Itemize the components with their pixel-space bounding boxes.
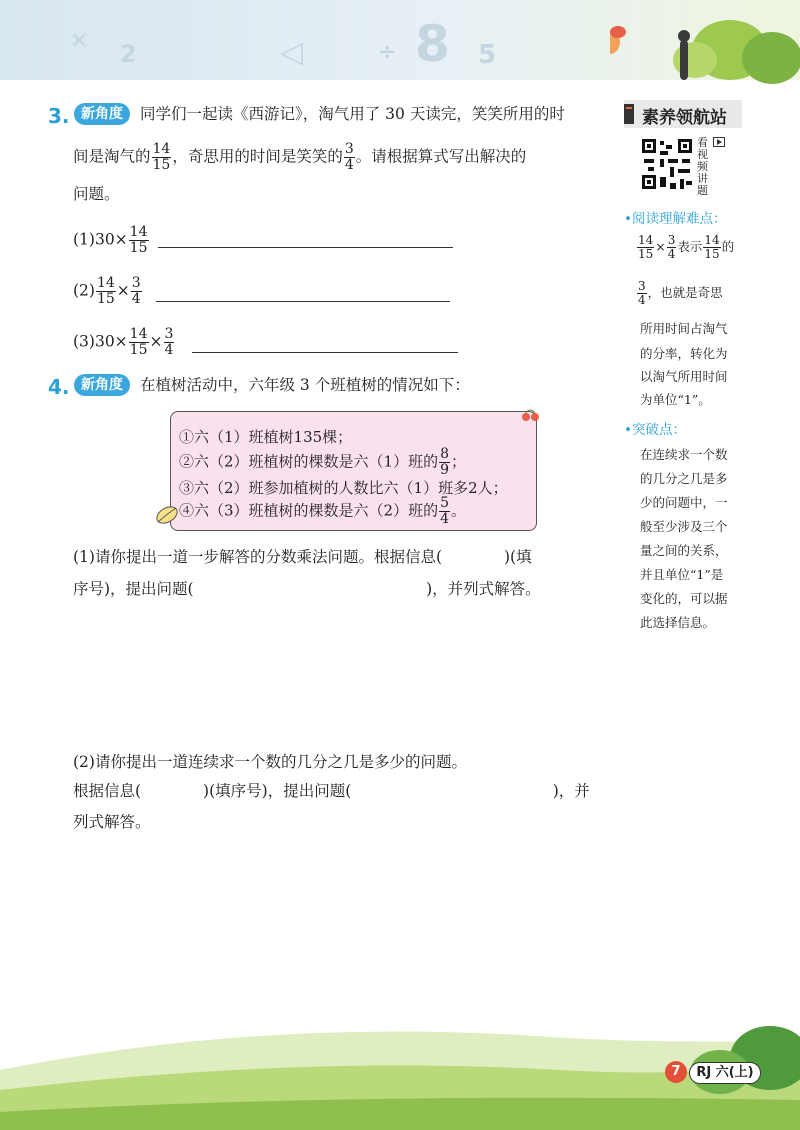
q4-sub2-line3: 列式解答。 (73, 813, 151, 831)
fraction: $\frac{8}{9}$ (440, 446, 450, 478)
qr-code[interactable] (640, 137, 694, 191)
q4-intro: 在植树活动中，六年级 3 个班植树的情况如下： (140, 376, 470, 394)
question-number: 3. (48, 104, 70, 128)
breakthrough-line: 量之间的关系， (640, 543, 728, 558)
info-box (170, 411, 537, 531)
fraction: $\frac{3}{4}$ (344, 141, 354, 173)
q3-expression-3: (3)30× $\frac{14}{15}$ × $\frac{3}{4}$ (73, 326, 174, 358)
breakthrough-line: 少的问题中，一 (640, 495, 728, 510)
q4-sub1-line1: (1)请你提出一道一步解答的分数乘法问题。根据信息( )(填 (73, 548, 532, 566)
header-decoration: × (70, 28, 89, 53)
sidebar-title-bar (624, 100, 742, 128)
difficulty-line: 所用时间占淘气 (640, 321, 728, 336)
breakthrough-line: 变化的，可以据 (640, 591, 728, 606)
book-icon (622, 102, 638, 126)
fraction: $\frac{3}{4}$ (131, 275, 141, 307)
breakthrough-heading: •突破点： (624, 422, 686, 438)
difficulty-expression: $\frac{14}{15}$ × $\frac{3}{4}$ 表示 $\frac{14}{15}$ 的 (638, 233, 735, 261)
fraction: $\frac{14}{15}$ (129, 224, 148, 256)
difficulty-heading: •阅读理解难点： (624, 211, 727, 227)
question-number: 4. (48, 375, 70, 399)
header-decoration: ÷ (378, 40, 397, 65)
fraction: $\frac{14}{15}$ (704, 233, 720, 261)
difficulty-line: 的分率，转化为 (640, 346, 728, 361)
video-play-icon (713, 137, 725, 147)
fraction: $\frac{3}{4}$ (667, 233, 676, 261)
difficulty-line: $\frac{3}{4}$ ，也就是奇思 (638, 279, 723, 307)
breakthrough-line: 此选择信息。 (640, 615, 716, 630)
header-decoration: 2 (120, 40, 137, 68)
q4-sub2-line2: 根据信息( )(填序号)，提出问题( )，并 (73, 782, 590, 800)
q3-text-line2: 间是淘气的 $\frac{14}{15}$ ，奇思用的时间是笑笑的 $\frac{3}{4}$ 。请根据算式写出解决的 (73, 141, 527, 173)
bullet-icon: • (624, 422, 632, 438)
page-number: 7 (665, 1061, 687, 1083)
answer-line-1[interactable] (158, 247, 453, 248)
answer-line-3[interactable] (192, 352, 458, 353)
q3-expression-1: (1)30× $\frac{14}{15}$ (73, 224, 148, 256)
new-angle-badge: 新角度 (74, 103, 130, 125)
sidebar-title: 素养领航站 (642, 108, 727, 128)
fraction: $\frac{14}{15}$ (96, 275, 115, 307)
bullet-icon: • (624, 211, 632, 227)
info-item-1: ①六（1）班植树135棵； (179, 428, 353, 446)
fraction: $\frac{5}{4}$ (440, 495, 450, 527)
breakthrough-line: 般至少涉及三个 (640, 519, 728, 534)
info-item-2: ②六（2）班植树的棵数是六（1）班的 $\frac{8}{9}$ ； (179, 446, 467, 478)
header-decoration: 5 (478, 40, 497, 70)
info-item-4: ④六（3）班植树的棵数是六（2）班的 $\frac{5}{4}$ 。 (179, 495, 467, 527)
q3-expression-2: (2) $\frac{14}{15}$ × $\frac{3}{4}$ (73, 275, 141, 307)
new-angle-badge: 新角度 (74, 374, 130, 396)
answer-line-2[interactable] (156, 301, 450, 302)
q4-sub1-line2: 序号)，提出问题( )，并列式解答。 (73, 580, 541, 598)
header-decoration: ◁ (280, 35, 304, 70)
difficulty-line: 为单位“1”。 (640, 392, 711, 407)
difficulty-line: 以淘气所用时间 (640, 369, 728, 384)
fraction: $\frac{3}{4}$ (164, 326, 174, 358)
q3-text-line3: 问题。 (73, 185, 120, 203)
fraction: $\frac{3}{4}$ (638, 279, 646, 307)
breakthrough-line: 在连续求一个数 (640, 447, 728, 462)
edition-label: RJ 六(上) (689, 1062, 761, 1084)
q3-text-line1: 同学们一起读《西游记》，淘气用了 30 天读完，笑笑所用的时 (140, 105, 565, 123)
fraction: $\frac{14}{15}$ (152, 141, 171, 173)
cherry-icon (520, 406, 542, 422)
fraction: $\frac{14}{15}$ (638, 233, 654, 261)
leaf-icon (152, 500, 182, 530)
header-decoration: 8 (415, 15, 450, 73)
fraction: $\frac{14}{15}$ (129, 326, 148, 358)
breakthrough-line: 的几分之几是多 (640, 471, 728, 486)
breakthrough-line: 并且单位“1”是 (640, 567, 724, 582)
q4-sub2-line1: (2)请你提出一道连续求一个数的几分之几是多少的问题。 (73, 753, 467, 771)
plant-illustration (610, 10, 800, 90)
qr-caption: 看视频讲题 (697, 136, 708, 197)
info-item-3: ③六（2）班参加植树的人数比六（1）班多2人； (179, 479, 508, 497)
